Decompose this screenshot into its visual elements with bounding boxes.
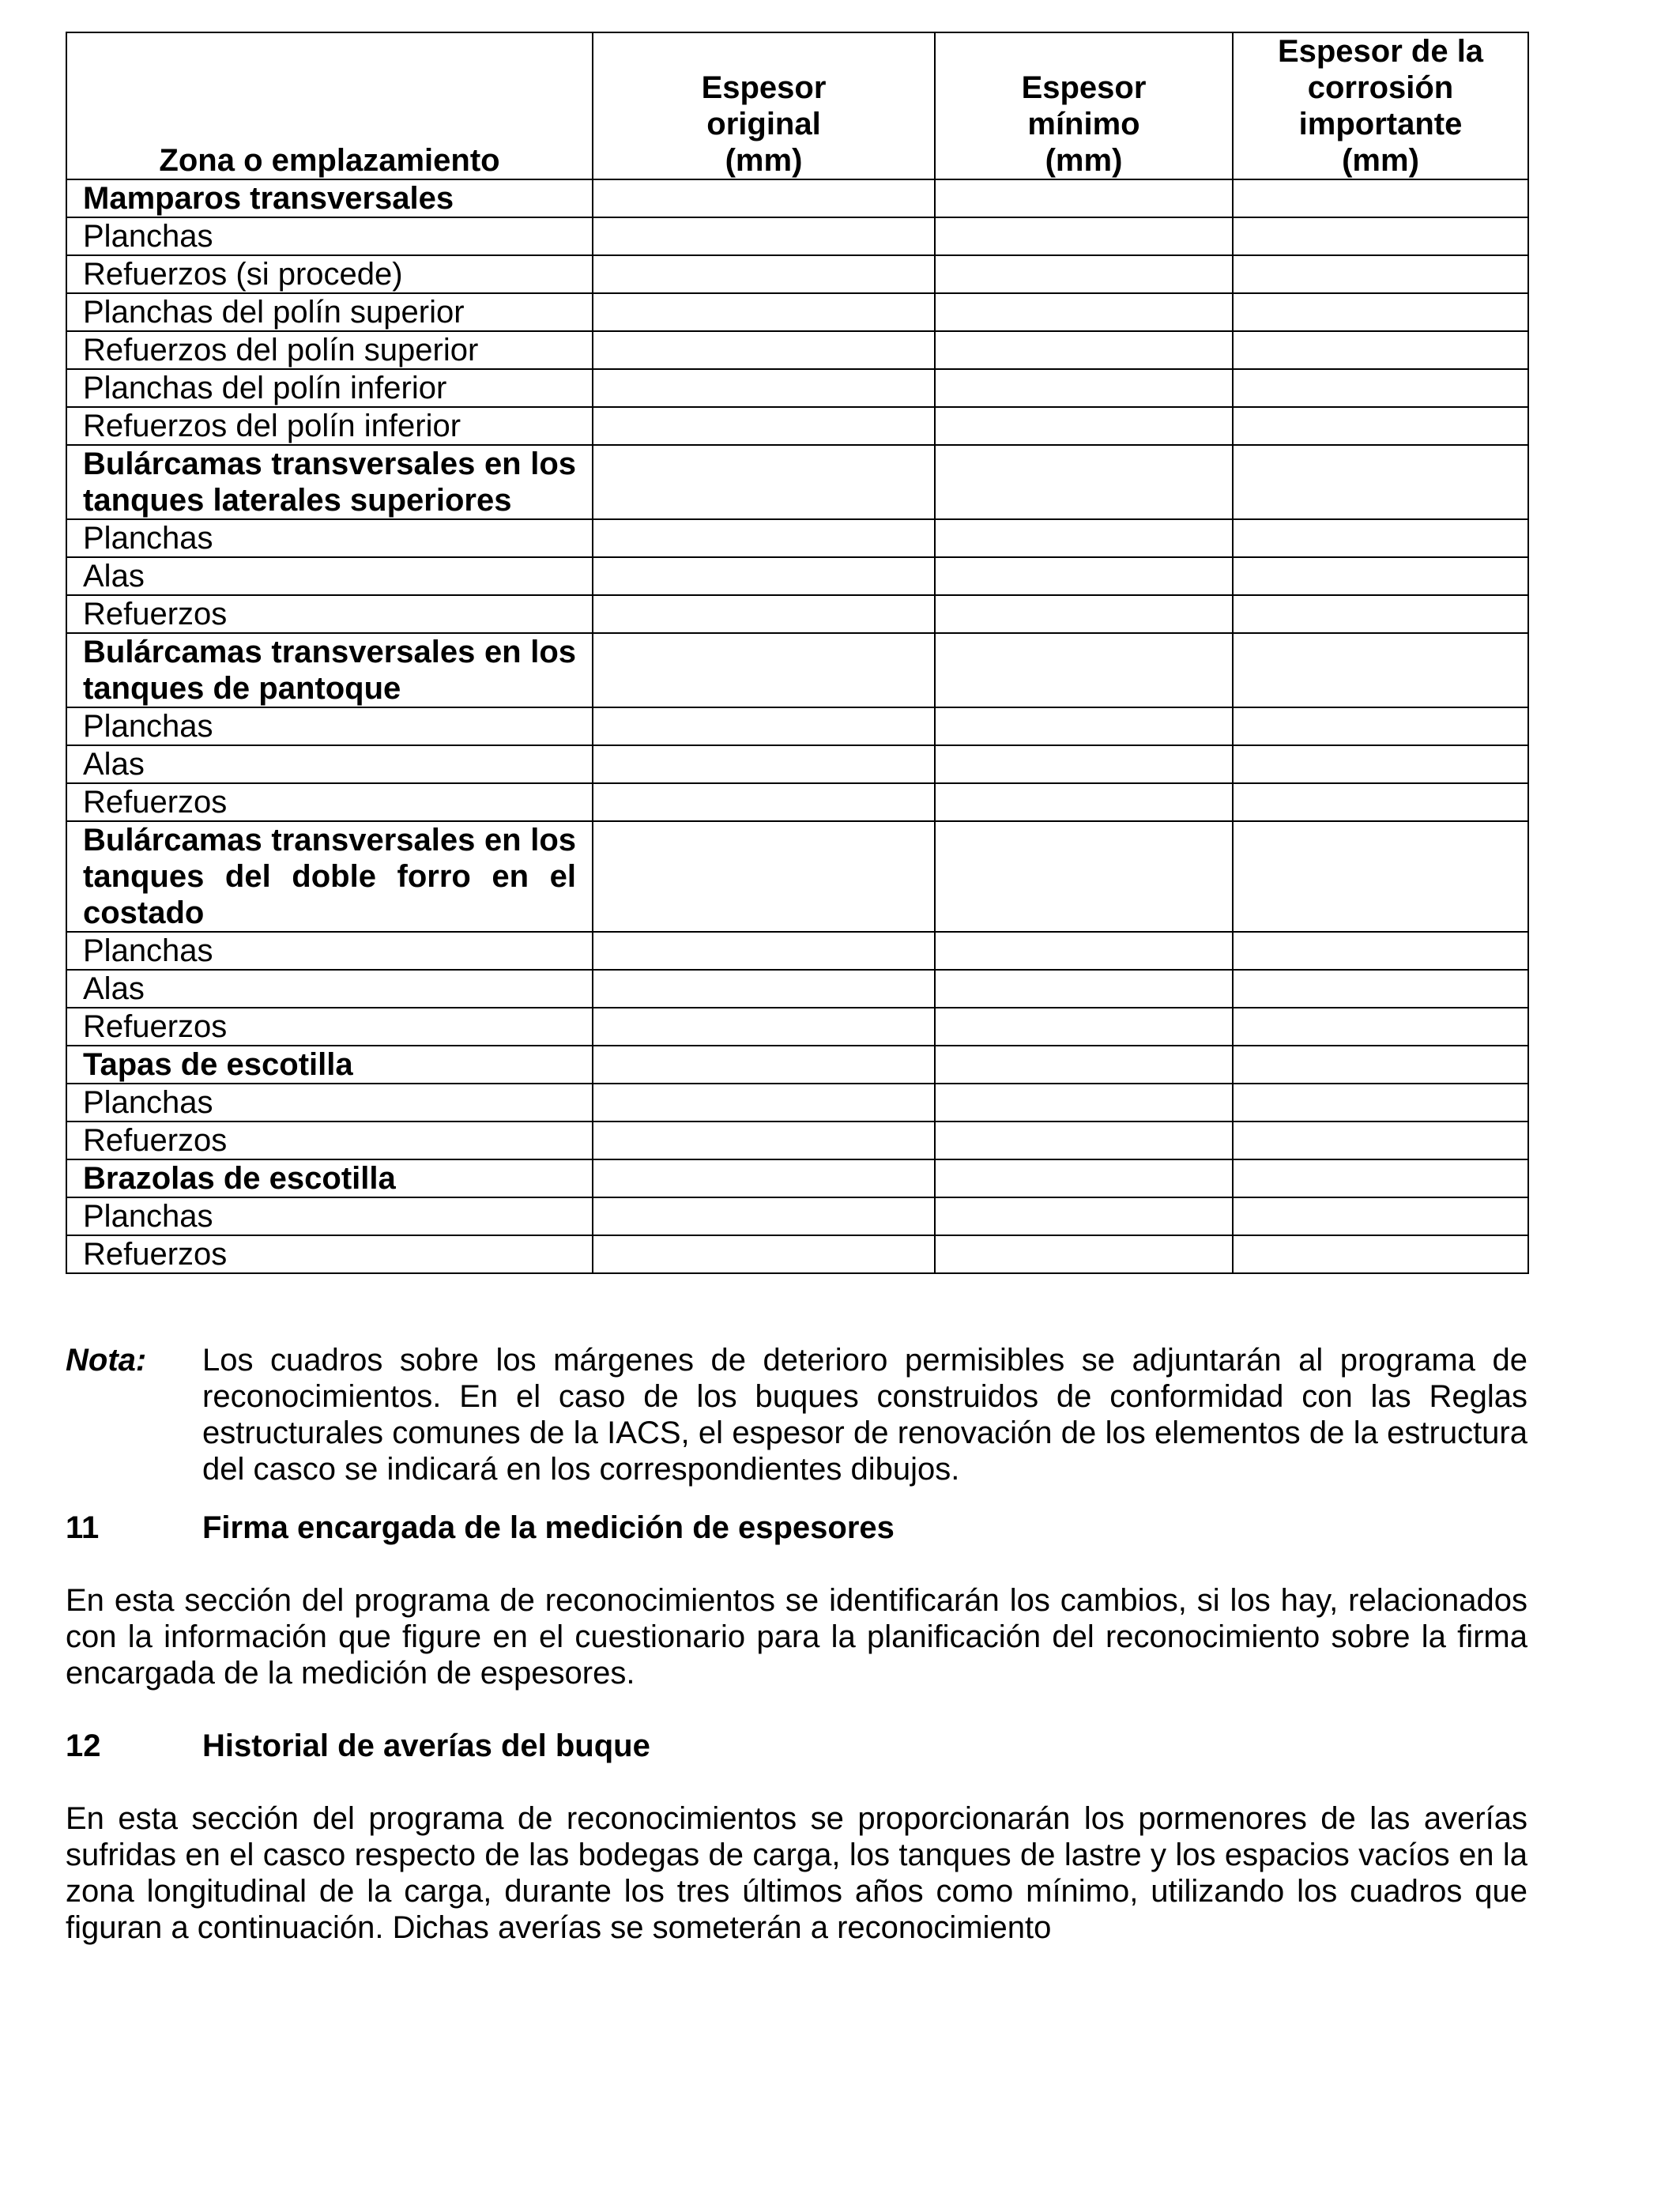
row-label: Refuerzos <box>66 1235 593 1273</box>
cell-espesor-corrosion <box>1233 519 1528 557</box>
header-espesor-original: Espesor original (mm) <box>593 32 935 179</box>
cell-espesor-minimo <box>935 1008 1233 1046</box>
cell-espesor-minimo <box>935 932 1233 970</box>
cell-espesor-minimo <box>935 707 1233 745</box>
row-label: Bulárcamas transversales en los tanques laterales superiores <box>66 445 593 519</box>
cell-espesor-original <box>593 179 935 217</box>
section-12-body: En esta sección del programa de reconocimientos se proporcionarán los pormenores de las averías sufridas en el casco respecto de las bodegas de carga, los tanques de lastre y los espacios vacíos en la zona longitudinal de la carga, durante los tres últimos años como mínimo, utilizando los cuadros que figuran a continuación. Dichas averías se someterán a reconocimiento <box>66 1801 1527 1945</box>
row-label: Bulárcamas transversales en los tanques del doble forro en el costado <box>66 821 593 932</box>
cell-espesor-minimo <box>935 1235 1233 1273</box>
row-label: Planchas <box>66 1084 593 1122</box>
section-11-number: 11 <box>66 1510 100 1545</box>
table-section-row <box>66 179 1528 217</box>
cell-espesor-original <box>593 1197 935 1235</box>
cell-espesor-corrosion <box>1233 1122 1528 1159</box>
row-label: Refuerzos del polín superior <box>66 331 593 369</box>
cell-espesor-minimo <box>935 1197 1233 1235</box>
cell-espesor-original <box>593 1046 935 1084</box>
cell-espesor-minimo <box>935 331 1233 369</box>
row-label: Alas <box>66 557 593 595</box>
section-12-title: Historial de averías del buque <box>202 1728 650 1763</box>
cell-espesor-minimo <box>935 445 1233 519</box>
cell-espesor-original <box>593 707 935 745</box>
cell-espesor-corrosion <box>1233 821 1528 932</box>
cell-espesor-minimo <box>935 519 1233 557</box>
table-row <box>66 932 1528 970</box>
cell-espesor-corrosion <box>1233 1008 1528 1046</box>
table-row <box>66 331 1528 369</box>
cell-espesor-original <box>593 407 935 445</box>
cell-espesor-minimo <box>935 970 1233 1008</box>
cell-espesor-original <box>593 1235 935 1273</box>
table-section-row <box>66 821 1528 932</box>
cell-espesor-corrosion <box>1233 293 1528 331</box>
table-row <box>66 293 1528 331</box>
cell-espesor-original <box>593 745 935 783</box>
cell-espesor-corrosion <box>1233 369 1528 407</box>
row-label: Brazolas de escotilla <box>66 1159 593 1197</box>
table-section-row <box>66 1159 1528 1197</box>
cell-espesor-minimo <box>935 217 1233 255</box>
row-label: Tapas de escotilla <box>66 1046 593 1084</box>
row-label: Refuerzos (si procede) <box>66 255 593 293</box>
cell-espesor-minimo <box>935 633 1233 707</box>
header-espesor-minimo: Espesor mínimo (mm) <box>935 32 1233 179</box>
cell-espesor-minimo <box>935 1084 1233 1122</box>
cell-espesor-minimo <box>935 179 1233 217</box>
table-row <box>66 1197 1528 1235</box>
note-text: Los cuadros sobre los márgenes de deterioro permisibles se adjuntarán al programa de reconocimientos. En el caso de los buques construidos de conformidad con las Reglas estructurales comunes de la IACS, el espesor de renovación de los elementos de la estructura del casco se indicará en los correspondientes dibujos. <box>202 1343 1527 1487</box>
cell-espesor-minimo <box>935 369 1233 407</box>
row-label: Refuerzos <box>66 783 593 821</box>
cell-espesor-corrosion <box>1233 970 1528 1008</box>
row-label: Alas <box>66 745 593 783</box>
note-block <box>66 1342 1527 1487</box>
table-row <box>66 970 1528 1008</box>
cell-espesor-original <box>593 595 935 633</box>
cell-espesor-minimo <box>935 1122 1233 1159</box>
table-row <box>66 1235 1528 1273</box>
cell-espesor-minimo <box>935 407 1233 445</box>
row-label: Planchas <box>66 519 593 557</box>
table-row <box>66 1008 1528 1046</box>
table-section-row <box>66 1046 1528 1084</box>
cell-espesor-original <box>593 293 935 331</box>
row-label: Planchas <box>66 707 593 745</box>
table-row <box>66 519 1528 557</box>
cell-espesor-original <box>593 821 935 932</box>
cell-espesor-original <box>593 445 935 519</box>
cell-espesor-corrosion <box>1233 255 1528 293</box>
row-label: Planchas <box>66 1197 593 1235</box>
cell-espesor-minimo <box>935 595 1233 633</box>
cell-espesor-corrosion <box>1233 407 1528 445</box>
cell-espesor-original <box>593 1122 935 1159</box>
cell-espesor-original <box>593 255 935 293</box>
table-row <box>66 1122 1528 1159</box>
cell-espesor-corrosion <box>1233 179 1528 217</box>
section-11-body: En esta sección del programa de reconocimientos se identificarán los cambios, si los hay, relacionados con la información que figure en el cuestionario para la planificación del reconocimiento sobre la firma encargada de la medición de espesores. <box>66 1583 1527 1691</box>
row-label: Refuerzos <box>66 595 593 633</box>
table-body <box>66 179 1528 1273</box>
cell-espesor-corrosion <box>1233 707 1528 745</box>
table-row <box>66 745 1528 783</box>
row-label: Alas <box>66 970 593 1008</box>
row-label: Planchas <box>66 932 593 970</box>
row-label: Planchas <box>66 217 593 255</box>
row-label: Refuerzos <box>66 1122 593 1159</box>
cell-espesor-corrosion <box>1233 745 1528 783</box>
cell-espesor-corrosion <box>1233 557 1528 595</box>
cell-espesor-original <box>593 217 935 255</box>
table-row <box>66 217 1528 255</box>
table-header-row <box>66 32 1528 179</box>
cell-espesor-corrosion <box>1233 595 1528 633</box>
cell-espesor-corrosion <box>1233 1235 1528 1273</box>
section-12-number: 12 <box>66 1728 101 1763</box>
cell-espesor-original <box>593 783 935 821</box>
cell-espesor-original <box>593 970 935 1008</box>
header-espesor-corrosion: Espesor de la corrosión importante (mm) <box>1233 32 1528 179</box>
cell-espesor-minimo <box>935 255 1233 293</box>
cell-espesor-original <box>593 369 935 407</box>
cell-espesor-original <box>593 331 935 369</box>
table-row <box>66 1084 1528 1122</box>
cell-espesor-minimo <box>935 745 1233 783</box>
row-label: Bulárcamas transversales en los tanques de pantoque <box>66 633 593 707</box>
section-11-title: Firma encargada de la medición de espesores <box>202 1510 895 1545</box>
table-row <box>66 783 1528 821</box>
cell-espesor-minimo <box>935 821 1233 932</box>
row-label: Planchas del polín inferior <box>66 369 593 407</box>
table-row <box>66 407 1528 445</box>
cell-espesor-corrosion <box>1233 932 1528 970</box>
cell-espesor-minimo <box>935 1159 1233 1197</box>
cell-espesor-original <box>593 633 935 707</box>
table-row <box>66 369 1528 407</box>
table-row <box>66 557 1528 595</box>
row-label: Refuerzos del polín inferior <box>66 407 593 445</box>
cell-espesor-corrosion <box>1233 1046 1528 1084</box>
cell-espesor-corrosion <box>1233 331 1528 369</box>
table-row <box>66 707 1528 745</box>
row-label: Planchas del polín superior <box>66 293 593 331</box>
cell-espesor-original <box>593 1159 935 1197</box>
thickness-table-container <box>66 32 1527 1274</box>
cell-espesor-original <box>593 519 935 557</box>
cell-espesor-corrosion <box>1233 1084 1528 1122</box>
cell-espesor-original <box>593 1084 935 1122</box>
cell-espesor-original <box>593 1008 935 1046</box>
header-zona: Zona o emplazamiento <box>66 32 593 179</box>
cell-espesor-original <box>593 932 935 970</box>
cell-espesor-minimo <box>935 557 1233 595</box>
row-label: Mamparos transversales <box>66 179 593 217</box>
cell-espesor-minimo <box>935 293 1233 331</box>
note-label: Nota: <box>66 1343 147 1378</box>
cell-espesor-corrosion <box>1233 1197 1528 1235</box>
cell-espesor-minimo <box>935 1046 1233 1084</box>
cell-espesor-original <box>593 557 935 595</box>
cell-espesor-corrosion <box>1233 445 1528 519</box>
table-row <box>66 595 1528 633</box>
table-section-row <box>66 445 1528 519</box>
row-label: Refuerzos <box>66 1008 593 1046</box>
table-row <box>66 255 1528 293</box>
thickness-table <box>66 32 1529 1274</box>
cell-espesor-minimo <box>935 783 1233 821</box>
cell-espesor-corrosion <box>1233 217 1528 255</box>
cell-espesor-corrosion <box>1233 1159 1528 1197</box>
cell-espesor-corrosion <box>1233 633 1528 707</box>
cell-espesor-corrosion <box>1233 783 1528 821</box>
table-section-row <box>66 633 1528 707</box>
